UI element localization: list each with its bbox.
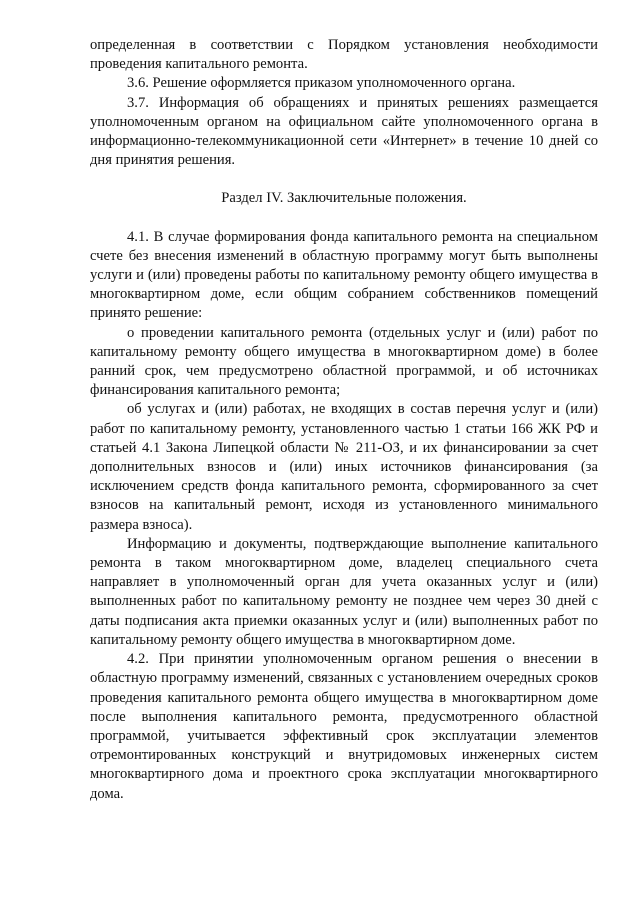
section-heading: Раздел IV. Заключительные положения. bbox=[221, 190, 467, 207]
paragraph-3-6: 3.6. Решение оформляется приказом уполномоченного органа. bbox=[127, 75, 516, 92]
paragraph-4-1-reporting: Информацию и документы, подтверждающие выполнение капитального ремонта в таком многоквартирном доме, владелец специального счета направляет в уполномоченный орган для учета оказанных услуг и (или) выполненных работ по капитальному ремонту не позднее чем через 30 дней с даты подписания акта приемки оказанных услуг и (или) выполненных работ по капитальному ремонту общего имущества в многоквартирном доме. bbox=[90, 535, 598, 648]
paragraph-4-1-item-2: об услугах и (или) работах, не входящих в состав перечня услуг и (или) работ по капитальному ремонту, установленного частью 1 статьи 166 ЖК РФ и статьей 4.1 Закона Липецкой области № 211-ОЗ, и их финансировании за счет дополнительных взносов и (или) иных источников финансирования (за исключением средств фонда капитального ремонта, сформированного за счет взносов на капитальный ремонт, исходя из установленного минимального размера взноса). bbox=[90, 401, 598, 533]
document-body bbox=[90, 36, 598, 804]
paragraph-4-1-item-1: о проведении капитального ремонта (отдельных услуг и (или) работ по капитальному ремонту общего имущества в многоквартирном доме) в более ранний срок, чем предусмотрено областной программой, и об источниках финансирования капитального ремонта; bbox=[90, 324, 598, 399]
paragraph-4-1: 4.1. В случае формирования фонда капитального ремонта на специальном счете без внесения изменений в областную программу могут быть выполнены услуги и (или) проведены работы по капитальному ремонту общего имущества в многоквартирном доме, если общим собранием собственников помещений принято решение: bbox=[90, 228, 598, 322]
paragraph-continuation: определенная в соответствии с Порядком установления необходимости проведения капитального ремонта. bbox=[90, 37, 598, 73]
paragraph-3-7: 3.7. Информация об обращениях и принятых решениях размещается уполномоченным органом на официальном сайте уполномоченного органа в информационно-телекоммуникационной сети «Интернет» в течение 10 дней со дня принятия решения. bbox=[90, 94, 598, 169]
paragraph-4-2: 4.2. При принятии уполномоченным органом решения о внесении в областную программу изменений, связанных с установлением очередных сроков проведения капитального ремонта общего имущества в многоквартирном доме после выполнения капитального ремонта, предусмотренного областной программой, учитывается эффективный срок эксплуатации элементов отремонтированных конструкций и внутридомовых инженерных систем многоквартирного дома и проектного срока эксплуатации многоквартирного дома. bbox=[90, 651, 598, 802]
